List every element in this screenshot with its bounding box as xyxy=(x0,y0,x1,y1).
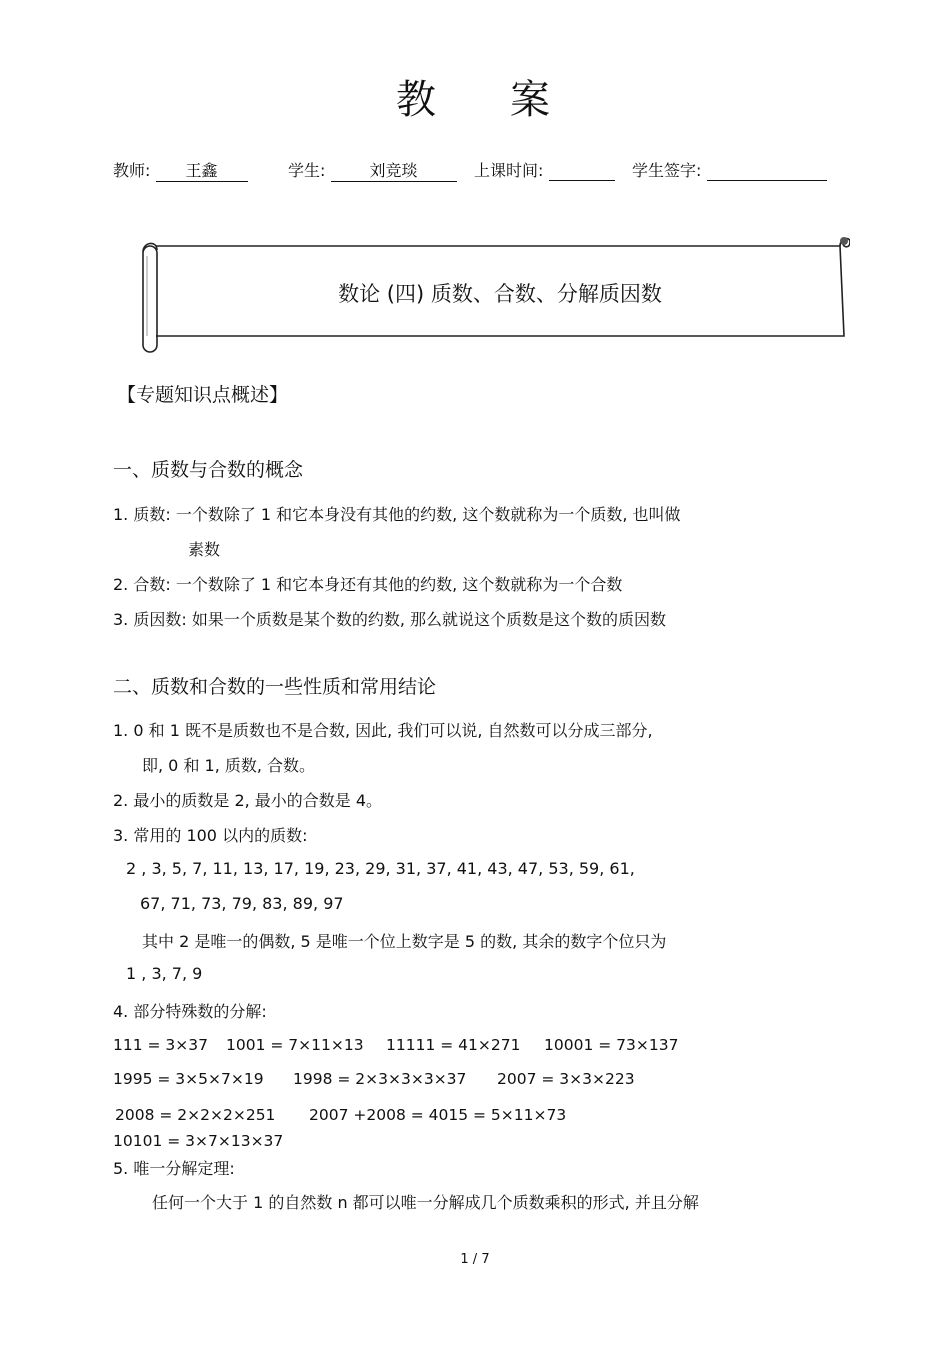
signature-field xyxy=(632,158,827,181)
time-value xyxy=(549,164,615,181)
theorem-line1: 任何一个大于 1 的自然数 n 都可以唯一分解成几个质数乘积的形式, 并且分解 xyxy=(152,1193,699,1212)
document-title xyxy=(0,68,950,125)
decomp-11111: 11111 = 41×271 xyxy=(386,1036,521,1054)
teacher-label: 教师: xyxy=(113,161,151,180)
decomp-2008: 2008 = 2×2×2×251 xyxy=(115,1106,276,1124)
decomp-4015: 2007 +2008 = 4015 = 5×11×73 xyxy=(309,1106,567,1124)
decomp-111: 111 = 3×37 xyxy=(113,1036,208,1054)
primes-note-line1: 其中 2 是唯一的偶数, 5 是唯一个位上数字是 5 的数, 其余的数字个位只为 xyxy=(142,932,667,951)
student-field xyxy=(288,158,457,182)
section1-item2: 2. 合数: 一个数除了 1 和它本身还有其他的约数, 这个数就称为一个合数 xyxy=(113,575,623,594)
student-name: 刘竞琰 xyxy=(331,158,457,182)
student-label: 学生: xyxy=(288,161,326,180)
overview-heading: 【专题知识点概述】 xyxy=(117,384,289,406)
primes-line2: 67, 71, 73, 79, 83, 89, 97 xyxy=(140,894,344,913)
signature-value xyxy=(707,164,827,181)
section2-item5: 5. 唯一分解定理: xyxy=(113,1159,235,1178)
decomp-2007: 2007 = 3×3×223 xyxy=(497,1070,635,1088)
section2-item1-line2: 即, 0 和 1, 质数, 合数。 xyxy=(142,756,316,775)
teacher-name: 王鑫 xyxy=(156,158,248,182)
decomp-10001: 10001 = 73×137 xyxy=(544,1036,679,1054)
signature-label: 学生签字: xyxy=(632,161,702,180)
time-label: 上课时间: xyxy=(474,161,544,180)
section1-item3: 3. 质因数: 如果一个质数是某个数的约数, 那么就说这个质数是这个数的质因数 xyxy=(113,610,667,629)
scroll-curl-dot xyxy=(840,237,848,245)
section2-item3: 3. 常用的 100 以内的质数: xyxy=(113,826,308,845)
title-char-1: 教 xyxy=(396,77,440,123)
decomp-1001: 1001 = 7×11×13 xyxy=(226,1036,364,1054)
section1-heading: 一、质数与合数的概念 xyxy=(113,459,304,481)
decomp-10101: 10101 = 3×7×13×37 xyxy=(113,1132,284,1150)
decomp-1998: 1998 = 2×3×3×3×37 xyxy=(293,1070,467,1088)
teacher-field xyxy=(113,158,248,182)
banner-title: 数论 (四) 质数、合数、分解质因数 xyxy=(338,282,662,306)
section2-heading: 二、质数和合数的一些性质和常用结论 xyxy=(113,676,437,698)
section2-item1-line1: 1. 0 和 1 既不是质数也不是合数, 因此, 我们可以说, 自然数可以分成三部分, xyxy=(113,721,653,740)
decomp-1995: 1995 = 3×5×7×19 xyxy=(113,1070,264,1088)
section1-item1-line2: 素数 xyxy=(188,540,221,559)
section2-item4: 4. 部分特殊数的分解: xyxy=(113,1002,267,1021)
primes-line1: 2 , 3, 5, 7, 11, 13, 17, 19, 23, 29, 31, 37, 41, 43, 47, 53, 59, 61, xyxy=(126,859,635,878)
section1-item1-line1: 1. 质数: 一个数除了 1 和它本身没有其他的约数, 这个数就称为一个质数, 也叫做 xyxy=(113,505,681,524)
page-number: 1 / 7 xyxy=(460,1252,490,1267)
scroll-left-roll xyxy=(143,246,157,352)
title-char-2: 案 xyxy=(510,77,554,123)
primes-note-line2: 1 , 3, 7, 9 xyxy=(126,964,203,983)
section2-item2: 2. 最小的质数是 2, 最小的合数是 4。 xyxy=(113,791,383,810)
time-field xyxy=(474,158,615,181)
